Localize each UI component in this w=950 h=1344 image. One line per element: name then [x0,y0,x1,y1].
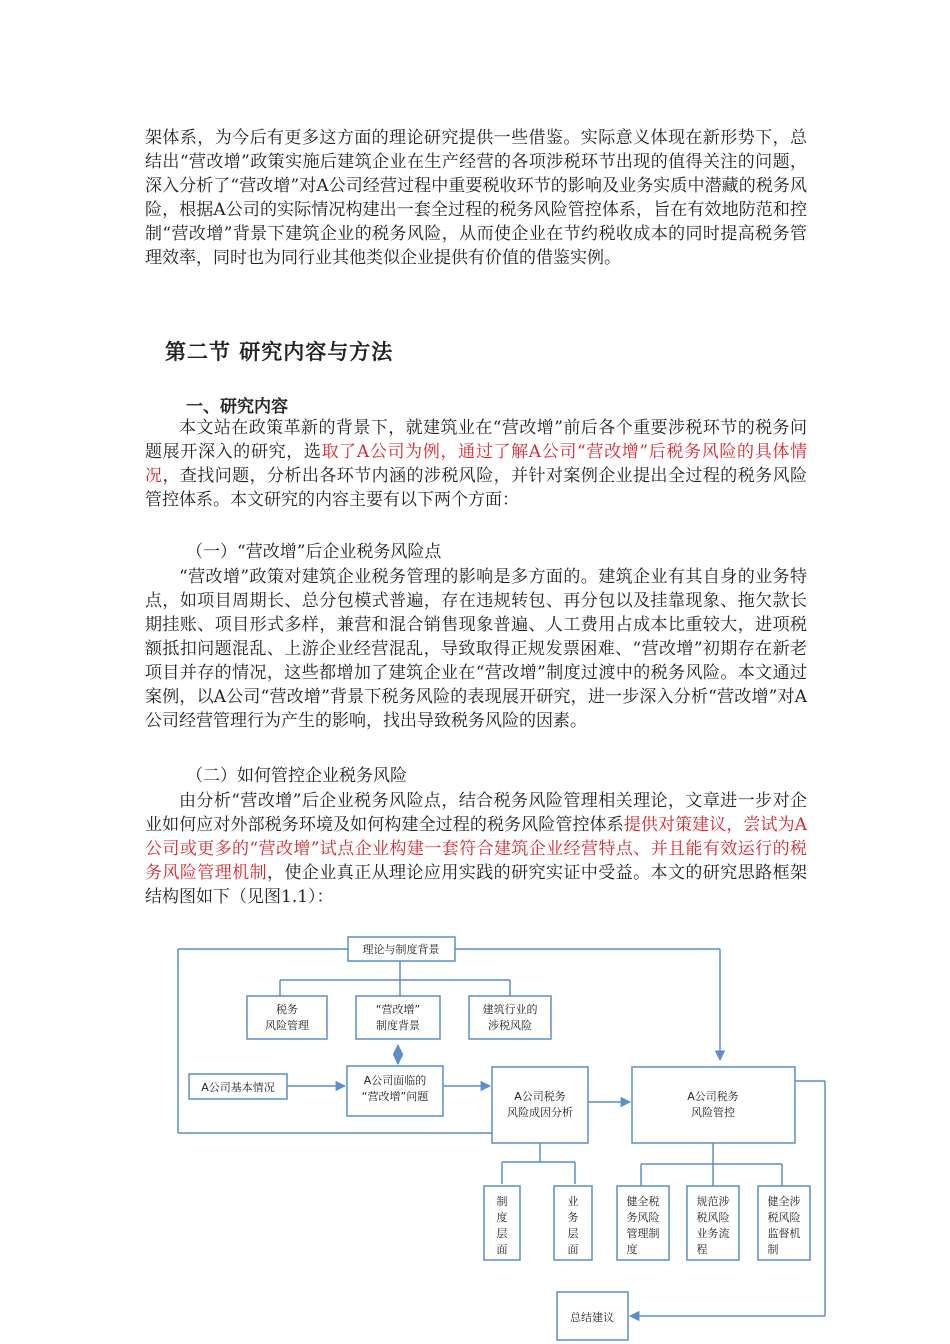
label-ygz-background-1: “营改增” [375,1003,421,1016]
point1-paragraph [145,565,807,733]
label-system-level-2: 度 [496,1211,508,1224]
label-ygz-background-2: 制度背景 [376,1019,420,1032]
label-standardize-process-3: 业务流 [696,1227,730,1240]
label-improve-supervision-3: 监督机 [767,1227,801,1240]
point1-run: “营改增”政策对建筑企业税务管理的影响是多方面的。建筑企业有其自身的业务特点，如项目周期长、总分包模式普遍，存在违规转包、再分包以及挂靠现象、拖欠款长期挂账、项目形式多样，兼营和混合销售现象普遍、人工费用占成本比重较大，进项税额抵扣问题混乱、上游企业经营混乱，导致取得正规发票困难、“营改增”初期存在新老项目并存的情况，这些都增加了建筑企业在“营改增”制度过渡中的税务风险。本文通过案例，以A公司“营改增”背景下税务风险的表现展开研究，进一步深入分析“营改增”对A公司经营管理行为产生的影响，找出导致税务风险的因素。 [145,567,807,731]
point2-paragraph [145,789,807,909]
box-risk-cause-analysis [492,1067,588,1143]
label-improve-supervision-1: 健全涉 [767,1195,801,1208]
label-system-level-1: 制 [496,1195,508,1208]
label-business-level-1: 业 [567,1195,579,1208]
label-standardize-process-2: 税风险 [696,1211,730,1224]
label-a-company-basic: A公司基本情况 [201,1081,275,1094]
point1-title: （一）“营改增”后企业税务风险点 [186,542,442,562]
label-construction-risk-2: 涉税风险 [488,1019,532,1032]
intro-run: 架体系，为今后有更多这方面的理论研究提供一些借鉴。实际意义体现在新形势下，总结出“营改增”政策实施后建筑企业在生产经营的各项涉税环节出现的值得关注的问题，深入分析了“营改增”对A公司经营过程中重要税收环节的影响及业务实质中潜藏的税务风险，根据A公司的实际情况构建出一套全过程的税务风险管控体系，旨在有效地防范和控制“营改增”背景下建筑企业的税务风险，从而使企业在节约税收成本的同时提高税务管理效率，同时也为同行业其他类似企业提供有价值的借鉴实例。 [145,128,807,268]
label-theory-background: 理论与制度背景 [362,943,440,956]
point2-run: 提供对策建议，尝试为A公司或更多的“营改增”试点企业构建一套符合建筑企业经营特点、并且能有效运行的税务风险管理机制 [145,815,808,883]
label-improve-system-2: 务风险 [626,1211,660,1224]
label-improve-system-1: 健全税 [626,1195,660,1208]
label-improve-supervision-2: 税风险 [767,1211,801,1224]
point2-title: （二）如何管控企业税务风险 [186,766,407,786]
subsection-title: 一、研究内容 [186,397,288,417]
label-risk-control-2: 风险管控 [691,1106,735,1119]
label-tax-risk-mgmt-1: 税务 [276,1003,298,1016]
label-construction-risk-1: 建筑行业的 [482,1003,538,1016]
label-business-level-3: 层 [567,1227,579,1240]
label-system-level-3: 层 [496,1227,508,1240]
label-improve-system-3: 管理制 [626,1227,660,1240]
content-run: 本文站在政策革新的背景下，就建筑业在“营改增”前后各个重要涉税环节的税务问题展开深入的研究，选 [145,418,807,462]
label-risk-cause-2: 风险成因分析 [507,1106,573,1119]
label-improve-system-4: 度 [626,1243,638,1256]
label-business-level-4: 面 [567,1243,579,1256]
label-tax-risk-mgmt-2: 风险管理 [265,1019,309,1032]
label-summary: 总结建议 [570,1311,614,1324]
intro-paragraph [145,126,807,270]
box-risk-control [632,1067,795,1143]
research-framework-diagram [0,924,950,1344]
content-run: 取了A公司为例，通过了解A公司“营改增”后税务风险的具体情况 [145,442,808,486]
content-paragraph [145,416,807,512]
point2-run: 由分析“营改增”后企业税务风险点，结合税务风险管理相关理论，文章进一步对企业如何应对外部税务环境及如何构建全过程的税务风险管控体系 [145,791,807,835]
label-standardize-process-1: 规范涉 [696,1195,730,1208]
label-improve-supervision-4: 制 [767,1243,779,1256]
label-a-company-problem-2: “营改增”问题 [361,1090,429,1103]
label-risk-cause-1: A公司税务 [514,1090,566,1103]
label-risk-control-1: A公司税务 [687,1090,739,1103]
point2-run: ，使企业真正从理论应用实践的研究实证中受益。本文的研究思路框架结构图如下（见图1.1）： [145,863,808,907]
label-business-level-2: 务 [567,1211,579,1224]
content-run: ，查找问题，分析出各环节内涵的涉税风险，并针对案例企业提出全过程的税务风险管控体系。本文研究的内容主要有以下两个方面： [145,466,808,510]
label-a-company-problem-1: A公司面临的 [363,1074,427,1087]
label-standardize-process-4: 程 [696,1243,708,1256]
label-system-level-4: 面 [496,1243,508,1256]
section-title: 第二节 研究内容与方法 [165,340,394,364]
